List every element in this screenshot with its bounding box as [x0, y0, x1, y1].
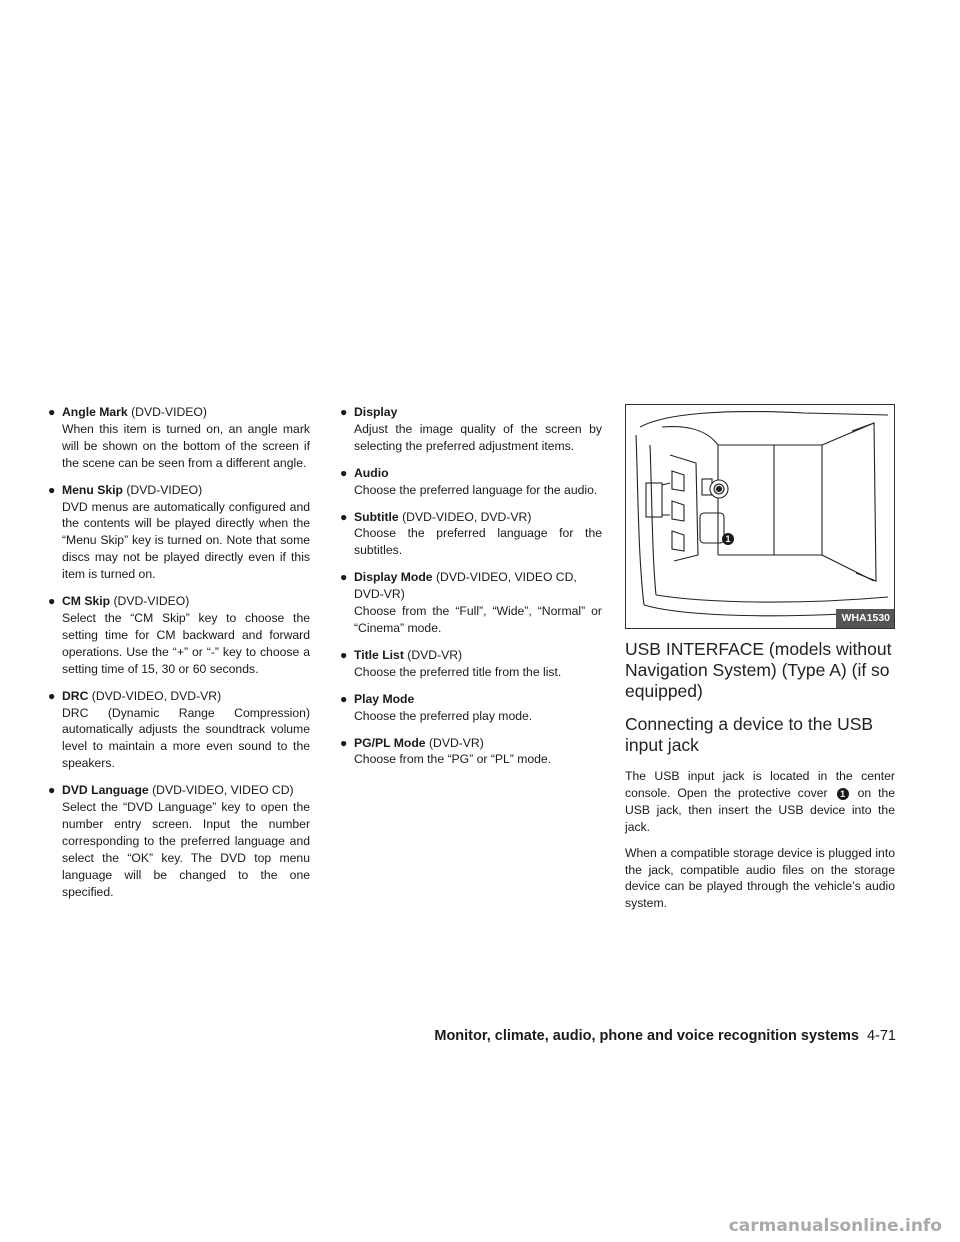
usb-location-paragraph	[625, 768, 895, 836]
page-number: 4-71	[866, 1028, 896, 1044]
subsection-heading: Connecting a device to the USB input jack	[625, 714, 874, 755]
callout-1-inline: 1	[837, 788, 849, 800]
setting-item	[340, 404, 602, 455]
setting-title: Display Mode	[354, 570, 433, 585]
page-footer	[432, 1028, 896, 1044]
section-heading: USB INTERFACE (models without Navigation System) (Type A) (if so equipped)	[625, 639, 892, 701]
bullet-icon: ●	[340, 735, 348, 750]
setting-title: Title List	[354, 647, 404, 662]
bullet-icon: ●	[48, 405, 56, 419]
setting-item	[340, 465, 602, 499]
setting-qualifier: (DVD-VIDEO, VIDEO CD)	[152, 783, 294, 798]
setting-title: Subtitle	[354, 509, 399, 524]
setting-item	[340, 735, 602, 769]
setting-item	[340, 691, 602, 725]
para1-text-start: The USB input jack is located in the center console. Open the protective cover	[625, 769, 895, 800]
setting-title: DVD Language	[62, 783, 149, 798]
setting-qualifier: (DVD-VIDEO)	[113, 594, 190, 609]
setting-qualifier: (DVD-VIDEO, DVD-VR)	[402, 509, 532, 524]
setting-description: Choose from the “PG” or “PL” mode.	[354, 752, 552, 767]
setting-item	[48, 688, 310, 773]
setting-item	[48, 782, 310, 900]
setting-item	[48, 593, 310, 678]
bullet-icon: ●	[48, 783, 56, 798]
setting-item	[48, 404, 310, 472]
figure-code: WHA1530	[836, 609, 894, 628]
setting-qualifier: (DVD-VR)	[428, 735, 484, 750]
console-drawing	[626, 405, 894, 628]
setting-title: Display	[354, 405, 398, 419]
setting-description: Choose the preferred play mode.	[354, 708, 533, 723]
setting-title: PG/PL Mode	[354, 735, 426, 750]
usb-jack-illustration	[625, 404, 895, 629]
bullet-icon: ●	[340, 405, 348, 419]
setting-item	[48, 482, 310, 583]
bullet-icon: ●	[48, 688, 56, 703]
watermark: carmanualsonline.info	[728, 1216, 942, 1236]
setting-qualifier: (DVD-VIDEO, DVD-VR)	[91, 688, 222, 703]
usb-playback-paragraph: When a compatible storage device is plugged into the jack, compatible audio files on the storage device can be played through the vehicle’s audio system.	[625, 845, 895, 911]
setting-qualifier: (DVD-VIDEO)	[126, 482, 203, 497]
setting-qualifier: (DVD-VR)	[407, 647, 463, 662]
setting-description: Choose the preferred language for the subtitles.	[354, 526, 602, 558]
bullet-icon: ●	[48, 482, 56, 497]
setting-description: Select the “CM Skip” key to choose the setting time for CM backward and forward operations. Use the “+” or “-” key to choose a setting time of 15, 30 or 60 seconds.	[62, 610, 310, 676]
column-1	[48, 404, 310, 910]
setting-description: DRC (Dynamic Range Compression) automatically adjusts the soundtrack volume level to maintain a more even sound to the speakers.	[62, 705, 310, 771]
setting-description: Choose the preferred language for the audio.	[354, 482, 598, 497]
setting-title: Menu Skip	[62, 482, 123, 497]
bullet-icon: ●	[340, 465, 348, 480]
setting-item	[340, 647, 602, 681]
column-3	[625, 404, 895, 921]
setting-description: Adjust the image quality of the screen by selecting the preferred adjustment items.	[354, 421, 602, 453]
bullet-icon: ●	[340, 509, 348, 524]
footer-title: Monitor, climate, audio, phone and voice recognition systems	[434, 1028, 859, 1044]
setting-title: Audio	[354, 465, 389, 480]
setting-item	[340, 509, 602, 560]
setting-title: Angle Mark	[62, 405, 128, 419]
setting-qualifier: (DVD-VIDEO)	[131, 405, 207, 419]
column-2	[340, 404, 602, 778]
setting-item	[340, 569, 602, 637]
bullet-icon: ●	[340, 647, 348, 662]
setting-qualifier: (DVD-VIDEO, VIDEO CD, DVD-VR)	[354, 570, 577, 602]
setting-description: When this item is turned on, an angle mark will be shown on the bottom of the screen if the scene can be seen from a different angle.	[62, 421, 310, 470]
bullet-icon: ●	[340, 691, 348, 706]
setting-description: DVD menus are automatically configured and the contents will be played directly when the “Menu Skip” key is turned on. Note that some discs may not be played directly even if this item is turned on.	[62, 499, 310, 582]
bullet-icon: ●	[48, 594, 56, 609]
setting-title: DRC	[62, 688, 89, 703]
setting-description: Select the “DVD Language” key to open the number entry screen. Input the number corresponding to the preferred language and select the “OK” key. The DVD top menu language will be changed to the one specified.	[62, 800, 310, 899]
bullet-icon: ●	[340, 570, 348, 585]
setting-title: CM Skip	[62, 594, 111, 609]
setting-description: Choose from the “Full”, “Wide”, “Normal” or “Cinema” mode.	[354, 604, 602, 635]
setting-description: Choose the preferred title from the list.	[354, 664, 562, 679]
setting-title: Play Mode	[354, 691, 415, 706]
callout-1-marker: 1	[722, 533, 734, 545]
para1-text-end: on the USB jack, then insert the USB device into the jack.	[625, 785, 896, 834]
